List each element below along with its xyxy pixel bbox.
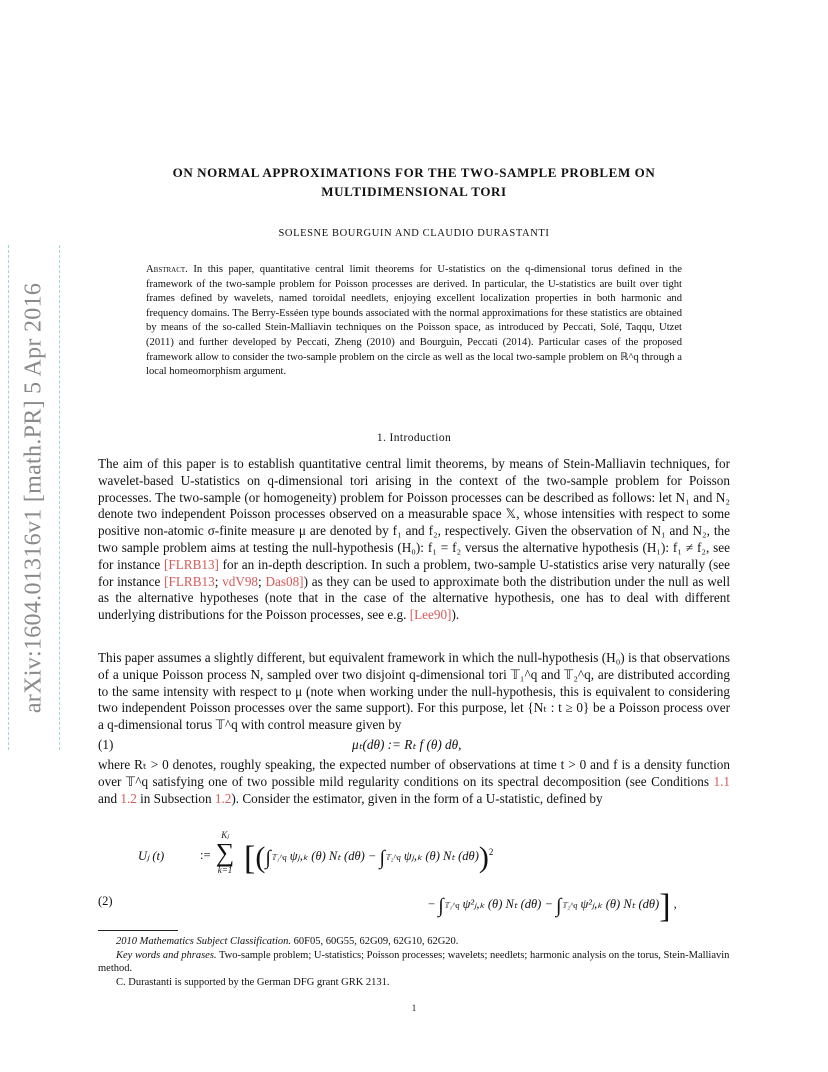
equation-1 xyxy=(98,737,730,753)
equation-2-line-2: − ∫𝕋₁^q ψ²ⱼ,ₖ (θ) Nₜ (dθ) − ∫𝕋₂^q ψ²ⱼ,ₖ (θ) Nₜ (dθ)] , xyxy=(428,888,677,925)
footnote-keywords xyxy=(98,949,730,976)
footnote-msc-text: 60F05, 60G55, 62G09, 62G10, 62G20. xyxy=(290,936,459,947)
para3-text-1: where Rₜ > 0 denotes, roughly speaking, the expected number of observations at time t > 0 and f is a density function over 𝕋^q satisfying one of two possible mild regularity conditions on its spectral decomposition (see Conditions xyxy=(98,757,730,789)
footnote-funding: C. Durastanti is supported by the German DFG grant GRK 2131. xyxy=(116,977,390,989)
para3-text-3: in Subsection xyxy=(136,790,215,806)
title-line-2: MULTIDIMENSIONAL TORI xyxy=(321,184,507,199)
left-paren: ( xyxy=(255,841,266,874)
citation-vdv98[interactable]: vdV98 xyxy=(222,573,259,589)
left-bracket: [ xyxy=(244,840,256,877)
integral-domain-2: 𝕋₂^q xyxy=(384,853,401,862)
footnotes xyxy=(98,935,730,990)
footnote-keywords-label: Key words and phrases. xyxy=(116,949,217,961)
intro-paragraph-2: This paper assumes a slightly different, but equivalent framework in which the null-hypothesis (H₀) is that observations of a unique Poisson process N, sampled over two disjoint q-dimensional tori 𝕋₁^q and 𝕋₂^q, are distributed according to the same intensity with respect to μ (note when working under the null-hypothesis, this is equivalent to considering two independent Poisson processes over the same support). For this purpose, let {Nₜ : t ≥ 0} be a Poisson process over a q-dimensional torus 𝕋^q with control measure given by xyxy=(98,650,730,733)
equation-2 xyxy=(98,822,730,926)
para1-text-2: for an in-depth description. In such a problem, two-sample U-statistics arise very naturally (see for instance xyxy=(98,556,730,589)
abstract-text: In this paper, quantitative central limit theorems for U-statistics on the q-dimensional torus defined in the framework of the two-sample problem for Poisson processes are derived. In particular, the U-statistics are built over tight frames defined by wavelets, named toroidal needlets, enjoying excellent localization properties in both harmonic and frequency domains. The Berry-Esséen type bounds associated with the normal approximations for these statistics are obtained by means of the so-called Stein-Malliavin techniques on the Poisson space, as introduced by Peccati, Solé, Taqqu, Utzet (2011) and further developed by Peccati, Zheng (2010) and Bourguin, Peccati (2014). Particular cases of the proposed framework allow to consider the two-sample problem on the circle as well as the local two-sample problem on ℝ^q through a local homeomorphism argument. xyxy=(146,264,682,378)
authors: SOLESNE BOURGUIN AND CLAUDIO DURASTANTI xyxy=(278,228,550,239)
equation-2-definition-symbol: := xyxy=(200,848,211,862)
para1-sep-2: ; xyxy=(258,573,266,589)
arxiv-stamp xyxy=(8,245,60,750)
equation-2-line-1 xyxy=(244,840,493,878)
integral-symbol: ∫ xyxy=(556,895,562,917)
footnote-rule xyxy=(98,930,178,931)
paper-title xyxy=(98,163,730,201)
para1-sep-1: ; xyxy=(214,573,223,589)
integral-symbol: ∫ xyxy=(379,847,385,869)
citation-lee90[interactable]: [Lee90] xyxy=(409,607,452,623)
sum-lower-limit: k=1 xyxy=(217,865,233,875)
abstract xyxy=(146,263,682,380)
ref-condition-1-2[interactable]: 1.2 xyxy=(120,790,137,806)
ref-condition-1-1[interactable]: 1.1 xyxy=(713,773,730,789)
equation-1-body: μₜ(dθ) := Rₜ f (θ) dθ, xyxy=(352,737,462,752)
right-bracket: ] xyxy=(659,888,671,925)
right-paren: ) xyxy=(478,841,489,874)
equation-2-term-1: ψⱼ,ₖ (θ) Nₜ (dθ) − xyxy=(289,849,377,863)
integral-domain-2: 𝕋₂^q xyxy=(561,901,578,910)
integral-symbol: ∫ xyxy=(265,847,271,869)
intro-paragraph-1 xyxy=(98,456,730,624)
equation-2-exponent: 2 xyxy=(488,846,494,857)
equation-2-number: (2) xyxy=(98,894,113,908)
para1-text-3: ) as they can be used to approximate both the distribution under the null as well as the alternative hypotheses (note that in the case of the alternative hypothesis, one has to deal with different underlying distributions for the Poisson processes, see e.g. xyxy=(98,573,730,623)
citation-flrb13-b[interactable]: [FLRB13 xyxy=(164,573,215,589)
para3-text-4: ). Consider the estimator, given in the form of a U-statistic, defined by xyxy=(231,790,603,806)
ref-subsection-1-2[interactable]: 1.2 xyxy=(214,790,232,806)
section-heading: 1. Introduction xyxy=(376,432,452,444)
summation-symbol xyxy=(210,830,240,875)
equation-2-term-4: ψ²ⱼ,ₖ (θ) Nₜ (dθ) xyxy=(580,897,660,911)
title-line-1: ON NORMAL APPROXIMATIONS FOR THE TWO-SAMPLE PROBLEM ON xyxy=(172,165,656,180)
page-number: 1 xyxy=(411,1003,417,1013)
integral-domain-1: 𝕋₁^q xyxy=(443,901,460,910)
integral-symbol: ∫ xyxy=(438,895,444,917)
equation-1-number: (1) xyxy=(98,737,114,752)
equation-2-term-2: ψⱼ,ₖ (θ) Nₜ (dθ) xyxy=(403,849,479,863)
sum-upper-limit: Kⱼ xyxy=(221,830,229,840)
para1-text-1: The aim of this paper is to establish quantitative central limit theorems, by means of Stein-Malliavin techniques, for wavelet-based U-statistics on q-dimensional tori arising in the context of the two-sample problem for Poisson processes. The two-sample (or homogeneity) problem for Poisson processes can be described as follows: let N₁ and N₂ denote two independent Poisson processes observed on a measurable space 𝕏, whose intensities with respect to some positive non-atomic σ-finite measure μ are denoted by f₁ and f₂, respectively. Given the observation of N₁ and N₂, the two sample problem aims at testing the null-hypothesis (H₀): f₁ = f₂ versus the alternative hypothesis (H₁): f₁ ≠ f₂, see for instance xyxy=(98,456,730,572)
sigma-glyph: ∑ xyxy=(215,838,235,867)
para3-text-2: and xyxy=(98,790,121,806)
footnote-keywords-text: Two-sample problem; U-statistics; Poisson processes; wavelets; needlets; harmonic analysis on the torus, Stein-Malliavin method. xyxy=(98,949,730,975)
integral-domain-1: 𝕋₁^q xyxy=(270,853,287,862)
arxiv-stamp-text: arXiv:1604.01316v1 [math.PR] 5 Apr 2016 xyxy=(20,282,47,713)
para1-text-4: ). xyxy=(451,607,460,623)
footnote-msc xyxy=(98,935,730,949)
intro-paragraph-3 xyxy=(98,757,730,807)
equation-2-lhs: Uⱼ (t) xyxy=(138,849,165,863)
citation-das08[interactable]: Das08] xyxy=(265,573,304,589)
footnote-msc-label: 2010 Mathematics Subject Classification. xyxy=(116,936,291,947)
citation-flrb13[interactable]: [FLRB13] xyxy=(164,556,219,572)
abstract-label: Abstract. xyxy=(146,264,188,275)
equation-2-term-3: ψ²ⱼ,ₖ (θ) Nₜ (dθ) − xyxy=(462,897,553,911)
